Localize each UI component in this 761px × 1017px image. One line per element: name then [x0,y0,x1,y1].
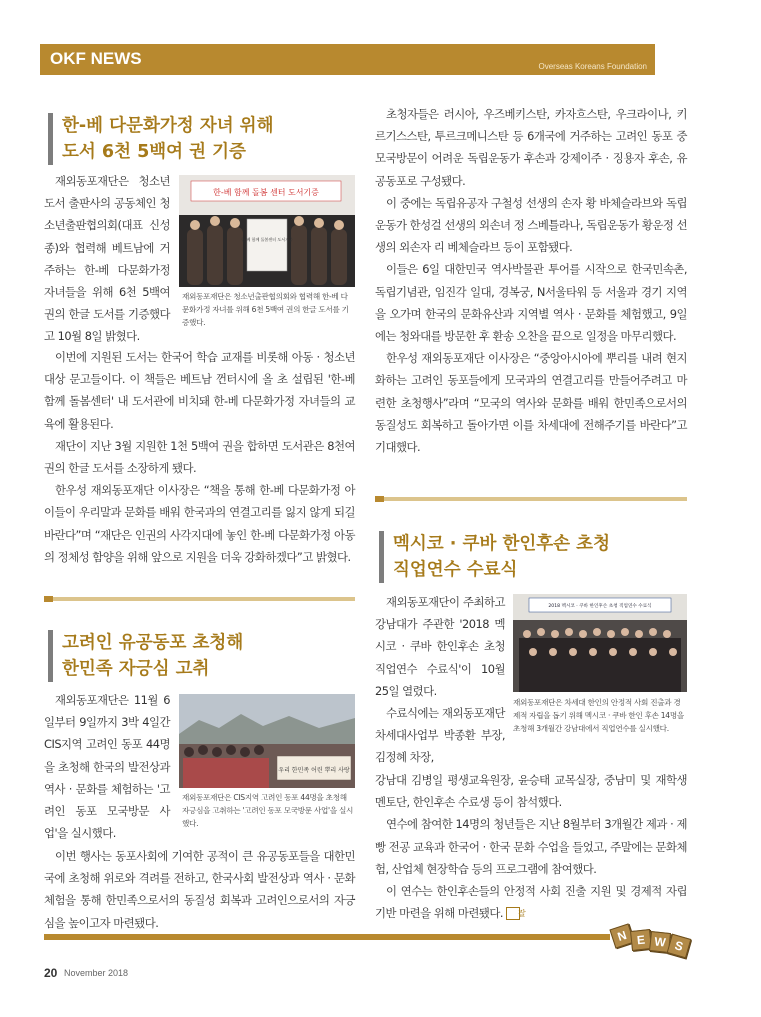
article-2-intro [44,689,170,844]
article-2-para-3: 이 중에는 독립유공자 구철성 선생의 손자 황 바체슬라브와 독립운동가 한성걸 선생의 외손녀 정 스베틀라나, 독립운동가 황운정 선생의 외손자 리 베체슬라브 등이 포함됐다. [375,195,687,255]
section-header [40,44,655,75]
article-3-intro-text: 재외동포재단이 주최하고 강남대가 주관한 '2018 멕시코 · 쿠바 한인후손 초청 직업연수 수료식'이 10월 25일 열렸다. [375,595,505,698]
article-2-para-4: 이들은 6일 대한민국 역사박물관 투어를 시작으로 한국민속촌, 독립기념관, 임진각 일대, 경복궁, N서울타워 등 서울과 경기 지역을 오가며 한국의 문화유산과 지역별 역사 · 문화를 체험했고, 9일에는 청와대를 방문한 후 환송 오찬을 끝으로 일정을 마무리했다. [375,262,687,344]
section-title: OKF NEWS [50,49,142,68]
news-logo-block: W [649,931,671,953]
news-logo-block: E [630,929,652,951]
section-divider [44,597,355,601]
title-bar [48,113,53,165]
article-1 [48,113,354,165]
article-1-title-line-1: 한-베 다문화가정 자녀 위해 [62,116,274,136]
article-1-body [44,346,355,568]
article-2-title-line-2: 한민족 자긍심 고취 [62,659,210,679]
article-3-intro [375,591,505,769]
article-3-title-line-2: 직업연수 수료식 [393,560,518,580]
article-1-intro-text: 재외동포재단은 청소년 도서 출판사의 공동체인 청소년출판협의회(대표 신성종)와 협력해 베트남에 거주하는 한-베 다문화가정 자녀들을 위해 6천 5백여 권의 한글 도서를 기증했다고 10월 8일 밝혔다. [44,174,170,344]
photo-banner-text: 2018 멕시코 · 쿠바 한인후손 초청 직업연수 수료식 [548,604,652,609]
article-2 [48,630,354,682]
foundation-name: Overseas Koreans Foundation [538,62,647,71]
article-2-para-5: 한우성 재외동포재단 이사장은 “중앙아시아에 뿌리를 내려 현지화하는 고려인 동포들에게 모국과의 연결고리를 만들어주려고 마련한 초청행사”라며 “모국의 역사와 문화를 배워 한민족으로서의 동질성도 회복하고 돌아가면 이를 차세대에 전해주기를 바란다”고 기대했다. [375,351,687,455]
title-bar [379,531,384,583]
page-number: 20 [44,966,58,980]
article-3-para-1: 강남대 김병일 평생교육원장, 윤승태 교목실장, 중남미 및 재학생 멘토단, 한인후손 수료생 등이 참석했다. [375,773,687,810]
article-3-para-2: 연수에 참여한 14명의 청년들은 지난 8월부터 3개월간 제과 · 제빵 전공 교육과 한국어 · 한국 문화 수업을 들었고, 주말에는 문화체험, 산업체 현장학습 등의 프로그램에 참여했다. [375,817,687,876]
article-3-title [379,531,685,583]
article-1-photo [179,175,355,287]
article-1-para-2: 재단이 지난 3월 지원한 1천 5백여 권을 합하면 도서관은 8천여 권의 한글 도서를 소장하게 됐다. [44,438,355,476]
article-2-title-line-1: 고려인 유공동포 초청해 [62,633,244,653]
article-2-intro-text: 재외동포재단은 11월 6일부터 9일까지 3박 4일간 CIS지역 고려인 동포 44명을 초청해 한국의 발전상과 역사 · 문화를 체험하는 '고려인 동포 모국방문 사업'을 실시했다. [44,693,170,841]
photo-board-text: 한-베 함께 돌봄센터 도서기증 [241,237,293,242]
article-1-para-1: 이번에 지원된 도서는 한국어 학습 교재를 비롯해 아동 · 청소년 대상 문고들이다. 이 책들은 베트남 껀터시에 올 초 설립된 '한-베 함께 돌봄센터' 내 도서관에 비치돼 한-베 다문화가정 자녀들의 교육에 활용된다. [44,350,355,431]
issue-date: November 2018 [64,968,129,978]
article-1-title-line-2: 도서 6천 5백여 권 기증 [62,142,246,162]
article-1-intro [44,170,170,348]
footer-rule [44,934,610,940]
article-2-photo [179,694,355,788]
article-3-caption: 재외동포재단은 차세대 한인의 안정적 사회 진출과 경제적 자립을 돕기 위해 멕시코 · 쿠바 한인 후손 14명을 초청해 3개월간 강남대에서 직업연수를 실시했다. [513,698,684,733]
article-1-para-3: 한우성 재외동포재단 이사장은 “책을 통해 한-베 다문화가정 아이들이 우리말과 문화를 배워 한국과의 연결고리를 잃지 않게 되길 바란다”며 “재단은 인권의 사각지대에 놓인 한-베 다문화가정 아동의 정체성 함양을 위해 앞으로 지원을 더욱 강화하겠다”고 밝혔다. [44,483,355,564]
article-3 [379,531,685,583]
title-bar [48,630,53,682]
article-3-photo [513,594,687,692]
article-3-intro-text-2: 수료식에는 재외동포재단 차세대사업부 박종환 부장, 김정혜 차장, [375,706,505,765]
article-2-body [44,845,355,934]
photo-banner-text: 우리 한민족 어린 뿌리 사랑 [278,767,350,774]
news-logo-block: S [667,934,692,959]
article-3-body [375,769,687,924]
end-mark-icon: 잘 [506,907,520,920]
article-1-title [48,113,354,165]
article-3-title-line-1: 멕시코 · 쿠바 한인후손 초청 [393,534,610,554]
article-2-para-2: 초청자들은 러시아, 우즈베키스탄, 카자흐스탄, 우크라이나, 키르기스스탄, 투르크메니스탄 등 6개국에 거주하는 고려인 동포 중 모국방문이 어려운 독립운동가 후손과 강제이주 · 징용자 후손, 유공동포로 구성됐다. [375,107,687,188]
article-1-caption: 재외동포재단은 청소년출판협의회와 협력해 한-베 다문화가정 자녀를 위해 6천 5백여 권의 한글 도서를 기증했다. [182,292,349,327]
article-2-caption: 재외동포재단은 CIS지역 고려인 동포 44명을 초청해 자긍심을 고취하는 '고려인 동포 모국방문 사업'을 실시했다. [182,793,354,828]
article-3-para-3: 이 연수는 한인후손들의 안정적 사회 진출 지원 및 경제적 자립기반 마련을 위해 마련됐다. 잘 [375,884,687,921]
section-divider [375,497,687,501]
photo-banner-text: 한-베 함께 돌봄 센터 도서기증 [213,188,319,197]
article-2-title [48,630,354,682]
article-2-para-1: 이번 행사는 동포사회에 기여한 공적이 큰 유공동포들을 대한민국에 초청해 위로와 격려를 전하고, 한국사회 발전상과 역사 · 문화 체험을 통해 한민족으로서의 동질성 회복과 고려인으로서의 자긍심을 높이고자 마련됐다. [44,849,355,930]
news-logo [612,918,692,962]
news-logo-block: N [609,923,634,948]
article-2-continued [375,103,687,458]
